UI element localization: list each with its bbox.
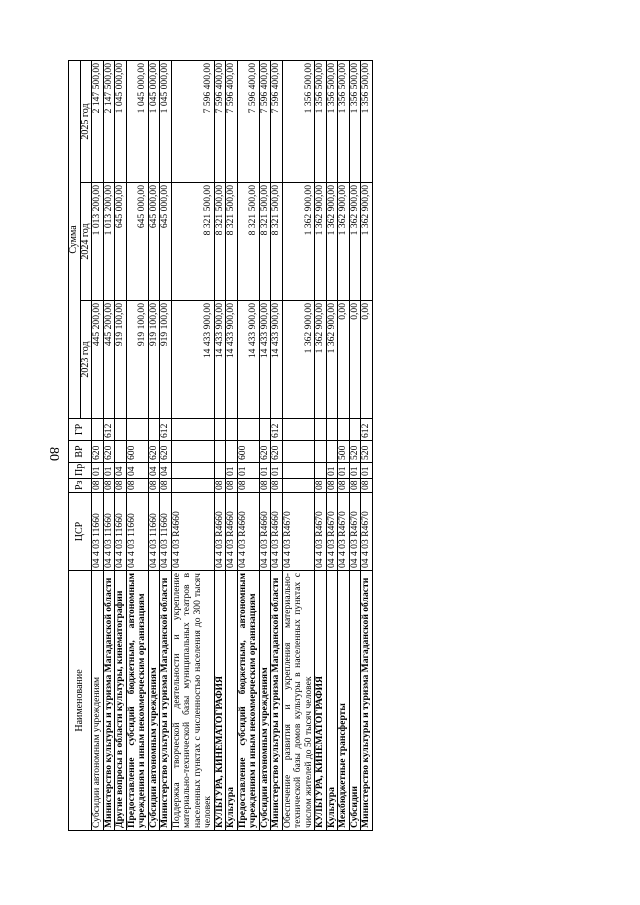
table-cell-pr: 04 <box>115 463 127 479</box>
table-cell-rz <box>282 479 315 493</box>
table-cell-pr: 01 <box>92 463 104 479</box>
table-cell-2025: 1 045 000,00 <box>160 61 172 183</box>
table-cell-csr: 04 4 03 11660 <box>148 493 160 571</box>
table-cell-2025: 2 147 500,00 <box>103 61 115 183</box>
table-cell-name: КУЛЬТУРА, КИНЕМАТОГРАФИЯ <box>214 571 226 831</box>
table-cell-pr: 01 <box>271 463 283 479</box>
table-cell-pr: 04 <box>148 463 160 479</box>
table-cell-vr: 620 <box>271 441 283 463</box>
table-cell-pr: 01 <box>259 463 271 479</box>
table-cell-rz: 08 <box>148 479 160 493</box>
table-cell-rz: 08 <box>349 479 361 493</box>
table-cell-csr: 04 4 03 R4660 <box>226 493 238 571</box>
header-name: Наименование <box>69 571 92 831</box>
table-cell-csr: 04 4 03 11660 <box>103 493 115 571</box>
table-cell-2023: 1 362 900,00 <box>315 301 327 419</box>
table-cell-gr <box>259 419 271 441</box>
table-cell-2024: 645 000,00 <box>160 183 172 301</box>
table-cell-csr: 04 4 03 R4670 <box>326 493 338 571</box>
table-cell-gr: 612 <box>361 419 373 441</box>
header-pr: Пр <box>69 463 92 479</box>
table-cell-rz: 08 <box>271 479 283 493</box>
table-cell-vr: 620 <box>160 441 172 463</box>
header-rz: Рз <box>69 479 92 493</box>
table-row <box>338 61 350 831</box>
table-cell-2023: 14 433 900,00 <box>226 301 238 419</box>
table-cell-2025: 1 356 500,00 <box>315 61 327 183</box>
table-cell-name: Субсидии <box>349 571 361 831</box>
table-cell-2023: 14 433 900,00 <box>214 301 226 419</box>
table-cell-2023: 14 433 900,00 <box>171 301 214 419</box>
table-cell-rz: 08 <box>126 479 148 493</box>
table-cell-name: Обеспечение развития и укрепления материально-технической базы домов культуры в населенных пунктах с числом жителей до 50 тысяч человек <box>282 571 315 831</box>
table-cell-vr <box>214 441 226 463</box>
table-cell-2025: 1 356 500,00 <box>361 61 373 183</box>
table-cell-vr: 620 <box>92 441 104 463</box>
table-cell-gr <box>214 419 226 441</box>
table-cell-name: Поддержка творческой деятельности и укрепление материально-технической базы муниципальных театров в населенных пунктах с численностью населения до 300 тысяч человек <box>171 571 214 831</box>
table-cell-name: Субсидии автономным учреждениям <box>259 571 271 831</box>
table-cell-pr: 01 <box>226 463 238 479</box>
table-cell-pr <box>315 463 327 479</box>
header-gr: ГР <box>69 419 92 441</box>
table-cell-name: Министерство культуры и туризма Магаданской области <box>271 571 283 831</box>
table-cell-vr <box>226 441 238 463</box>
table-cell-pr: 01 <box>349 463 361 479</box>
table-cell-2024: 1 362 900,00 <box>338 183 350 301</box>
table-cell-rz: 08 <box>315 479 327 493</box>
table-cell-2023: 14 433 900,00 <box>271 301 283 419</box>
table-cell-name: Предоставление субсидий бюджетным, автономным учреждениям и иным некоммерческим организациям <box>126 571 148 831</box>
table-cell-pr: 01 <box>237 463 259 479</box>
table-cell-name: КУЛЬТУРА, КИНЕМАТОГРАФИЯ <box>315 571 327 831</box>
table-cell-gr: 612 <box>271 419 283 441</box>
page-number: 80 <box>46 447 61 461</box>
table-cell-pr <box>171 463 214 479</box>
table-cell-vr: 600 <box>237 441 259 463</box>
table-cell-rz: 08 <box>361 479 373 493</box>
header-row-1 <box>69 61 81 831</box>
table-cell-2023: 0,00 <box>349 301 361 419</box>
table-cell-2024: 8 321 500,00 <box>226 183 238 301</box>
table-cell-csr: 04 4 03 R4660 <box>214 493 226 571</box>
table-cell-2025: 7 596 400,00 <box>259 61 271 183</box>
table-cell-2023: 919 100,00 <box>115 301 127 419</box>
table-cell-gr: 612 <box>160 419 172 441</box>
table-cell-2024: 645 000,00 <box>115 183 127 301</box>
table-row <box>282 61 315 831</box>
table-cell-csr: 04 4 03 R4660 <box>171 493 214 571</box>
table-cell-2024: 1 362 900,00 <box>315 183 327 301</box>
table-cell-gr <box>338 419 350 441</box>
table-cell-gr <box>282 419 315 441</box>
table-row <box>214 61 226 831</box>
table-cell-2024: 1 013 200,00 <box>103 183 115 301</box>
budget-table <box>68 60 373 831</box>
table-row <box>126 61 148 831</box>
table-cell-name: Министерство культуры и туризма Магаданской области <box>103 571 115 831</box>
table-cell-2025: 1 356 500,00 <box>349 61 361 183</box>
table-cell-rz <box>171 479 214 493</box>
table-cell-gr <box>315 419 327 441</box>
table-cell-csr: 04 4 03 11660 <box>115 493 127 571</box>
table-cell-2023: 919 100,00 <box>126 301 148 419</box>
table-cell-name: Культура <box>326 571 338 831</box>
table-row <box>103 61 115 831</box>
table-cell-2024: 645 000,00 <box>126 183 148 301</box>
table-cell-2024: 1 362 900,00 <box>326 183 338 301</box>
table-cell-vr <box>315 441 327 463</box>
table-row <box>326 61 338 831</box>
table-cell-vr: 520 <box>361 441 373 463</box>
table-cell-rz: 08 <box>92 479 104 493</box>
table-cell-csr: 04 4 03 R4670 <box>315 493 327 571</box>
table-row <box>259 61 271 831</box>
table-cell-2024: 8 321 500,00 <box>171 183 214 301</box>
table-cell-vr: 520 <box>349 441 361 463</box>
table-cell-2025: 1 356 500,00 <box>326 61 338 183</box>
table-row <box>237 61 259 831</box>
table-cell-pr: 01 <box>326 463 338 479</box>
table-row <box>92 61 104 831</box>
table-cell-2023: 14 433 900,00 <box>237 301 259 419</box>
table-cell-2023: 919 100,00 <box>148 301 160 419</box>
table-cell-pr: 04 <box>126 463 148 479</box>
table-cell-gr <box>126 419 148 441</box>
table-cell-name: Субсидии автономным учреждениям <box>92 571 104 831</box>
table-cell-gr <box>326 419 338 441</box>
table-cell-2024: 1 013 200,00 <box>92 183 104 301</box>
table-cell-rz: 08 <box>160 479 172 493</box>
table-cell-gr <box>148 419 160 441</box>
table-cell-2024: 8 321 500,00 <box>237 183 259 301</box>
table-cell-vr <box>115 441 127 463</box>
header-csr: ЦСР <box>69 493 92 571</box>
table-cell-rz: 08 <box>326 479 338 493</box>
table-cell-2023: 919 100,00 <box>160 301 172 419</box>
table-cell-2024: 1 362 900,00 <box>349 183 361 301</box>
table-cell-2023: 1 362 900,00 <box>326 301 338 419</box>
table-cell-2023: 445 200,00 <box>103 301 115 419</box>
table-cell-vr <box>326 441 338 463</box>
table-cell-2023: 445 200,00 <box>92 301 104 419</box>
table-cell-csr: 04 4 03 11660 <box>126 493 148 571</box>
table-cell-gr <box>171 419 214 441</box>
table-cell-gr: 612 <box>103 419 115 441</box>
table-row <box>361 61 373 831</box>
table-cell-name: Другие вопросы в области культуры, кинематографии <box>115 571 127 831</box>
table-cell-2023: 1 362 900,00 <box>282 301 315 419</box>
table-cell-name: Межбюджетные трансферты <box>338 571 350 831</box>
table-cell-2025: 2 147 500,00 <box>92 61 104 183</box>
table-cell-name: Субсидии автономным учреждениям <box>148 571 160 831</box>
table-cell-rz: 08 <box>259 479 271 493</box>
table-cell-name: Министерство культуры и туризма Магаданской области <box>160 571 172 831</box>
table-cell-2024: 1 362 900,00 <box>361 183 373 301</box>
table-row <box>315 61 327 831</box>
table-cell-csr: 04 4 03 R4670 <box>338 493 350 571</box>
table-cell-rz: 08 <box>214 479 226 493</box>
table-cell-gr <box>115 419 127 441</box>
table-cell-gr <box>92 419 104 441</box>
table-cell-csr: 04 4 03 R4670 <box>282 493 315 571</box>
table-cell-csr: 04 4 03 R4660 <box>237 493 259 571</box>
table-cell-pr <box>214 463 226 479</box>
table-cell-2025: 1 356 500,00 <box>282 61 315 183</box>
table-cell-name: Министерство культуры и туризма Магаданской области <box>361 571 373 831</box>
table-row <box>148 61 160 831</box>
table-cell-2025: 1 045 000,00 <box>148 61 160 183</box>
table-cell-2024: 8 321 500,00 <box>271 183 283 301</box>
table-cell-csr: 04 4 03 11660 <box>92 493 104 571</box>
table-cell-2024: 8 321 500,00 <box>214 183 226 301</box>
table-cell-vr: 620 <box>103 441 115 463</box>
table-cell-2024: 1 362 900,00 <box>282 183 315 301</box>
table-cell-2025: 7 596 400,00 <box>214 61 226 183</box>
table-row <box>160 61 172 831</box>
table-cell-csr: 04 4 03 R4670 <box>349 493 361 571</box>
table-row <box>271 61 283 831</box>
table-cell-gr <box>349 419 361 441</box>
table-cell-2025: 7 596 400,00 <box>226 61 238 183</box>
table-cell-csr: 04 4 03 R4660 <box>271 493 283 571</box>
table-cell-rz: 08 <box>115 479 127 493</box>
table-cell-2023: 14 433 900,00 <box>259 301 271 419</box>
table-cell-pr: 01 <box>103 463 115 479</box>
table-cell-vr: 600 <box>126 441 148 463</box>
table-cell-pr: 01 <box>338 463 350 479</box>
table-cell-vr: 620 <box>259 441 271 463</box>
table-cell-name: Культура <box>226 571 238 831</box>
table-cell-2024: 645 000,00 <box>148 183 160 301</box>
table-cell-vr: 620 <box>148 441 160 463</box>
header-2024: 2024 год <box>80 183 92 301</box>
table-row <box>349 61 361 831</box>
table-cell-vr <box>171 441 214 463</box>
header-2025: 2025 год <box>80 61 92 183</box>
table-cell-vr: 500 <box>338 441 350 463</box>
table-cell-pr: 01 <box>361 463 373 479</box>
table-cell-gr <box>237 419 259 441</box>
table-cell-name: Предоставление субсидий бюджетным, автономным учреждениям и иным некоммерческим организациям <box>237 571 259 831</box>
table-row <box>171 61 214 831</box>
table-cell-vr <box>282 441 315 463</box>
table-cell-csr: 04 4 03 11660 <box>160 493 172 571</box>
table-row <box>226 61 238 831</box>
table-cell-2023: 0,00 <box>361 301 373 419</box>
table-cell-pr <box>282 463 315 479</box>
table-cell-2025: 1 356 500,00 <box>338 61 350 183</box>
table-cell-gr <box>226 419 238 441</box>
table-cell-csr: 04 4 03 R4660 <box>259 493 271 571</box>
table-cell-pr: 04 <box>160 463 172 479</box>
header-2023: 2023 год <box>80 301 92 419</box>
table-row <box>115 61 127 831</box>
table-cell-2024: 8 321 500,00 <box>259 183 271 301</box>
table-cell-rz: 08 <box>103 479 115 493</box>
table-cell-2025: 7 596 400,00 <box>271 61 283 183</box>
table-cell-rz: 08 <box>226 479 238 493</box>
table-cell-2023: 0,00 <box>338 301 350 419</box>
table-cell-rz: 08 <box>338 479 350 493</box>
table-cell-2025: 1 045 000,00 <box>126 61 148 183</box>
table-cell-2025: 1 045 000,00 <box>115 61 127 183</box>
header-vr: ВР <box>69 441 92 463</box>
table-cell-csr: 04 4 03 R4670 <box>361 493 373 571</box>
table-body <box>92 61 373 831</box>
table-cell-2025: 7 596 400,00 <box>237 61 259 183</box>
table-cell-rz: 08 <box>237 479 259 493</box>
header-sum: Сумма <box>69 61 81 419</box>
table-cell-2025: 7 596 400,00 <box>171 61 214 183</box>
